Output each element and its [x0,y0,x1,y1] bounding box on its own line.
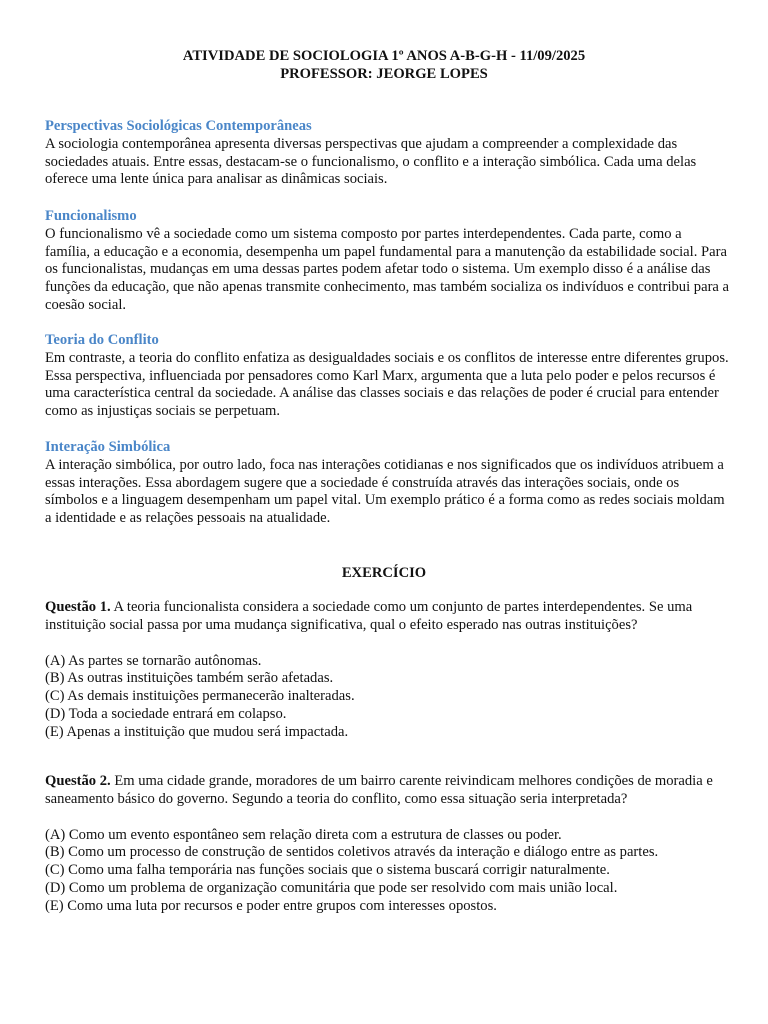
option-d: (D) Toda a sociedade entrará em colapso. [45,705,287,722]
options-list [45,653,730,742]
section-paragraph: O funcionalismo vê a sociedade como um sistema composto por partes interdependentes. Cada parte, como a família, a educação e a economia, desempenha um papel fundamental para a manutenção da estabilidade social. Para os funcionalistas, mudanças em uma dessas partes podem afetar todo o sistema. Um exemplo disso é a análise das funções da educação, que não apenas transmite conhecimento, mas também socializa os indivíduos e contribui para a coesão social. [45,225,730,313]
section-paragraph: Em contraste, a teoria do conflito enfatiza as desigualdades sociais e os conflitos de interesse entre diferentes grupos. Essa perspectiva, influenciada por pensadores como Karl Marx, argumenta que a luta pelo poder e pelos recursos é uma característica central da sociedade. A análise das classes sociais e das relações de poder é crucial para entender como as injustiças sociais se perpetuam. [45,349,729,420]
options-list [45,827,730,916]
header-title: ATIVIDADE DE SOCIOLOGIA 1º ANOS A-B-G-H - 11/09/2025 [182,48,586,64]
section-heading: Funcionalismo [45,208,137,224]
section-heading: Perspectivas Sociológicas Contemporâneas [45,118,312,134]
header-professor: PROFESSOR: JEORGE LOPES [280,65,488,82]
section-interacao-simbolica [45,439,730,528]
question-text: A teoria funcionalista considera a sociedade como um conjunto de partes interdependentes. Se uma instituição social passa por uma mudança significativa, qual o efeito esperado nas outras instituições? [45,599,693,633]
option-e: (E) Como uma luta por recursos e poder entre grupos com interesses opostos. [45,897,497,914]
section-perspectivas [45,118,730,189]
question-prompt [45,773,730,809]
section-heading: Interação Simbólica [45,439,171,455]
option-a: (A) As partes se tornarão autônomas. [45,652,262,669]
question-1 [45,599,730,742]
section-teoria-do-conflito [45,332,730,421]
option-e: (E) Apenas a instituição que mudou será impactada. [45,723,349,740]
section-funcionalismo [45,208,730,315]
question-label: Questão 2. [45,773,111,789]
section-paragraph: A sociologia contemporânea apresenta diversas perspectivas que ajudam a compreender a complexidade das sociedades atuais. Entre essas, destacam-se o funcionalismo, o conflito e a interação simbólica. Cada uma delas oferece uma lente única para analisar as dinâmicas sociais. [45,135,697,188]
section-heading: Teoria do Conflito [45,332,159,348]
option-c: (C) Como uma falha temporária nas funções sociais que o sistema buscará corrigir naturalmente. [45,862,610,879]
option-b: (B) Como um processo de construção de sentidos coletivos através da interação e diálogo entre as partes. [45,844,659,861]
option-a: (A) Como um evento espontâneo sem relação direta com a estrutura de classes ou poder. [45,826,562,843]
question-text: Em uma cidade grande, moradores de um bairro carente reivindicam melhores condições de moradia e saneamento básico do governo. Segundo a teoria do conflito, como essa situação seria interpretada? [45,773,713,807]
question-prompt [45,599,730,635]
option-c: (C) As demais instituições permanecerão inalteradas. [45,688,355,705]
question-label: Questão 1. [45,599,111,615]
document-header [0,48,768,84]
section-paragraph: A interação simbólica, por outro lado, foca nas interações cotidianas e nos significados que os indivíduos atribuem a essas interações. Essa abordagem sugere que a sociedade é construída através das interações sociais, onde os símbolos e a linguagem desempenham um papel vital. Um exemplo prático é a forma como as redes sociais moldam a identidade e as relações pessoais na atualidade. [45,456,725,527]
exercise-title: EXERCÍCIO [341,565,427,581]
option-b: (B) As outras instituições também serão afetadas. [45,670,334,687]
option-d: (D) Como um problema de organização comunitária que pode ser resolvido com mais união local. [45,879,618,896]
question-2 [45,773,730,916]
